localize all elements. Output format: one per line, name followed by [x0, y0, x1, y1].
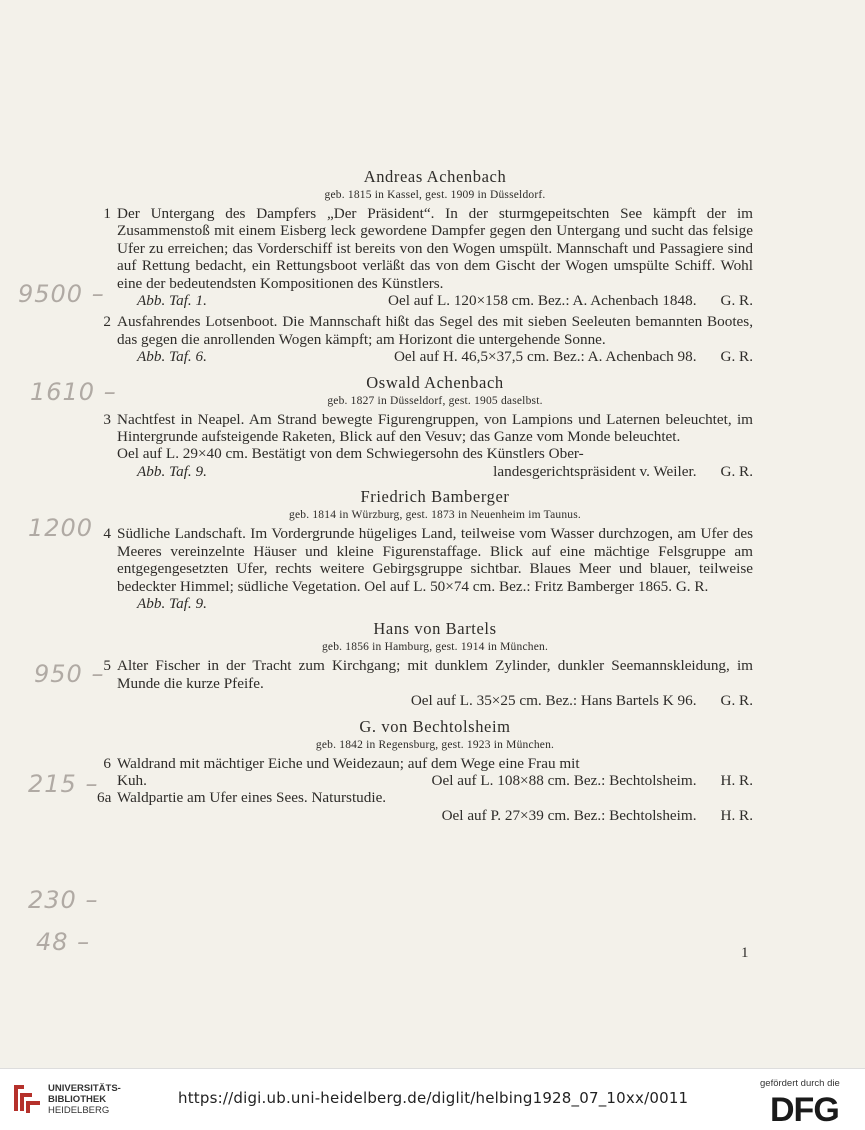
- lot-number: 6a: [97, 789, 112, 807]
- page-number: 1: [741, 945, 749, 961]
- lot-number: 6: [103, 754, 111, 772]
- lot-meta: [117, 807, 753, 824]
- lot-entry: [103, 657, 753, 710]
- institution-line: HEIDELBERG: [48, 1105, 110, 1116]
- artist-name: G. von Bechtolsheim: [359, 716, 511, 736]
- lot-description: Waldrand mit mächtiger Eiche und Weidezaun; auf dem Wege eine Frau mit: [117, 754, 580, 772]
- lot-continuation: Kuh.: [117, 771, 147, 789]
- footer-bar: [0, 1068, 865, 1130]
- artist-life: geb. 1856 in Hamburg, gest. 1914 in München.: [321, 641, 549, 654]
- artist-name: Friedrich Bamberger: [360, 487, 510, 507]
- pencil-annotation: 950 –: [34, 660, 105, 688]
- funding-caption: gefördert durch die: [760, 1078, 840, 1089]
- plate-reference: Abb. Taf. 9.: [137, 594, 207, 612]
- lot-entry: [103, 754, 753, 790]
- technique: Oel auf H. 46,5×37,5 cm. Bez.: A. Achenbach 98.: [393, 348, 697, 366]
- lot-meta: [117, 692, 753, 709]
- artist-name: Hans von Bartels: [373, 619, 497, 639]
- pencil-annotation: 1610 –: [30, 378, 117, 406]
- lot-entry: [97, 789, 753, 824]
- institution-line: UNIVERSITÄTS-: [48, 1083, 121, 1094]
- lot-description: Der Untergang des Dampfers „Der Präsident“. In der sturmgepeitschten See kämpft der im Zusammenstoß mit einem Eisberg leck gewordene Dampfer gegen den Untergang und sucht das felsige Ufer zu erreichen; das Vorderschiff ist bereits von den Wogen umspült. Mannschaft und Passagiere sind auf Rettung bedacht, ein Rettungsboot verläßt das von dem Gischt der Wogen umspülte Schiff. Wohl eine der bedeutendsten Kompositionen des Künstlers.: [117, 205, 753, 292]
- pencil-annotation: 230 –: [28, 886, 99, 914]
- pencil-annotation: 48 –: [36, 928, 91, 956]
- lot-description: Ausfahrendes Lotsenboot. Die Mannschaft hißt das Segel des mit sieben Seeleuten bemannten Bootes, das gegen die anrollenden Wogen kämpft; am Horizont die untergehende Sonne.: [117, 313, 753, 348]
- technique: Oel auf L. 108×88 cm. Bez.: Bechtolsheim.: [431, 771, 697, 789]
- university-library-logo-icon: [10, 1079, 42, 1122]
- plate-reference: Abb. Taf. 1.: [137, 292, 207, 310]
- owner-mark: G. R.: [720, 692, 753, 710]
- artist-name: Oswald Achenbach: [366, 372, 504, 392]
- catalog-content: [97, 167, 753, 824]
- lot-meta: [117, 772, 753, 789]
- lot-entry: [103, 525, 753, 612]
- lot-meta: [117, 463, 753, 480]
- lot-meta: [117, 292, 753, 309]
- artist-life: geb. 1827 in Düsseldorf, gest. 1905 daselbst.: [327, 394, 543, 407]
- lot-description: Alter Fischer in der Tracht zum Kirchgang; mit dunklem Zylinder, dunkler Seemannskleidung, im Munde die kurze Pfeife.: [117, 657, 753, 692]
- lot-meta: [117, 348, 753, 365]
- lot-description: Südliche Landschaft. Im Vordergrunde hügeliges Land, teilweise vom Wasser durchzogen, am Ufer des Meeres vereinzelnte Häuser und kleine Figurenstaffage. Blick auf eine mächtige Felsgruppe am entgegengesetzten Ufer, rechts weitere Gebirgsgruppe sichtbar. Blaues Meer und blauer, teilweise bedeckter Himmel; südliche Vegetation. Oel auf L. 50×74 cm. Bez.: Fritz Bamberger 1865. G. R.: [117, 525, 753, 595]
- technique: Oel auf L. 120×158 cm. Bez.: A. Achenbach 1848.: [388, 292, 697, 310]
- lot-entry: [103, 410, 753, 481]
- lot-description: Nachtfest in Neapel. Am Strand bewegte Figurengruppen, von Lampions und Laternen beleuchtet, im Hintergrunde aufsteigende Raketen, Blick auf den Vesuv; das Ganze vom Monde beleuchtet.: [117, 410, 753, 446]
- technique: Oel auf L. 35×25 cm. Bez.: Hans Bartels K 96.: [410, 692, 697, 710]
- artist-life: geb. 1815 in Kassel, gest. 1909 in Düsseldorf.: [324, 189, 546, 201]
- dfg-logo-icon: DFG: [770, 1091, 839, 1129]
- lot-description: Waldpartie am Ufer eines Sees. Naturstudie.: [117, 789, 387, 807]
- owner-mark: G. R.: [720, 348, 753, 366]
- lot-number: 1: [103, 205, 111, 222]
- plate-reference: Abb. Taf. 6.: [137, 348, 207, 366]
- permalink-url[interactable]: https://digi.ub.uni-heidelberg.de/diglit/helbing1928_07_10xx/0011: [178, 1089, 689, 1107]
- owner-mark: G. R.: [720, 462, 753, 480]
- artist-life: geb. 1842 in Regensburg, gest. 1923 in München.: [315, 738, 555, 751]
- owner-mark: H. R.: [720, 806, 753, 824]
- owner-mark: H. R.: [720, 771, 753, 789]
- owner-mark: G. R.: [720, 292, 753, 310]
- lot-entry: [103, 205, 753, 310]
- pencil-annotation: 1200: [28, 514, 94, 542]
- plate-reference: Abb. Taf. 9.: [137, 462, 207, 480]
- pencil-annotation: 9500 –: [18, 280, 105, 308]
- technique: Oel auf P. 27×39 cm. Bez.: Bechtolsheim.: [441, 806, 697, 824]
- lot-number: 2: [103, 313, 111, 331]
- artist-life: geb. 1814 in Würzburg, gest. 1873 in Neuenheim im Taunus.: [289, 509, 581, 522]
- institution-name: [48, 1083, 121, 1116]
- technique: landesgerichtspräsident v. Weiler.: [493, 462, 697, 480]
- lot-number: 4: [103, 525, 111, 543]
- artist-name: Andreas Achenbach: [363, 167, 507, 186]
- lot-number: 5: [103, 657, 111, 675]
- institution-line: BIBLIOTHEK: [48, 1094, 107, 1105]
- lot-extra: Oel auf L. 29×40 cm. Bestätigt von dem Schwiegersohn des Künstlers Ober-: [117, 445, 584, 463]
- lot-entry: [103, 313, 753, 366]
- lot-meta: [117, 595, 753, 612]
- lot-number: 3: [103, 410, 111, 428]
- pencil-annotation: 215 –: [28, 770, 99, 798]
